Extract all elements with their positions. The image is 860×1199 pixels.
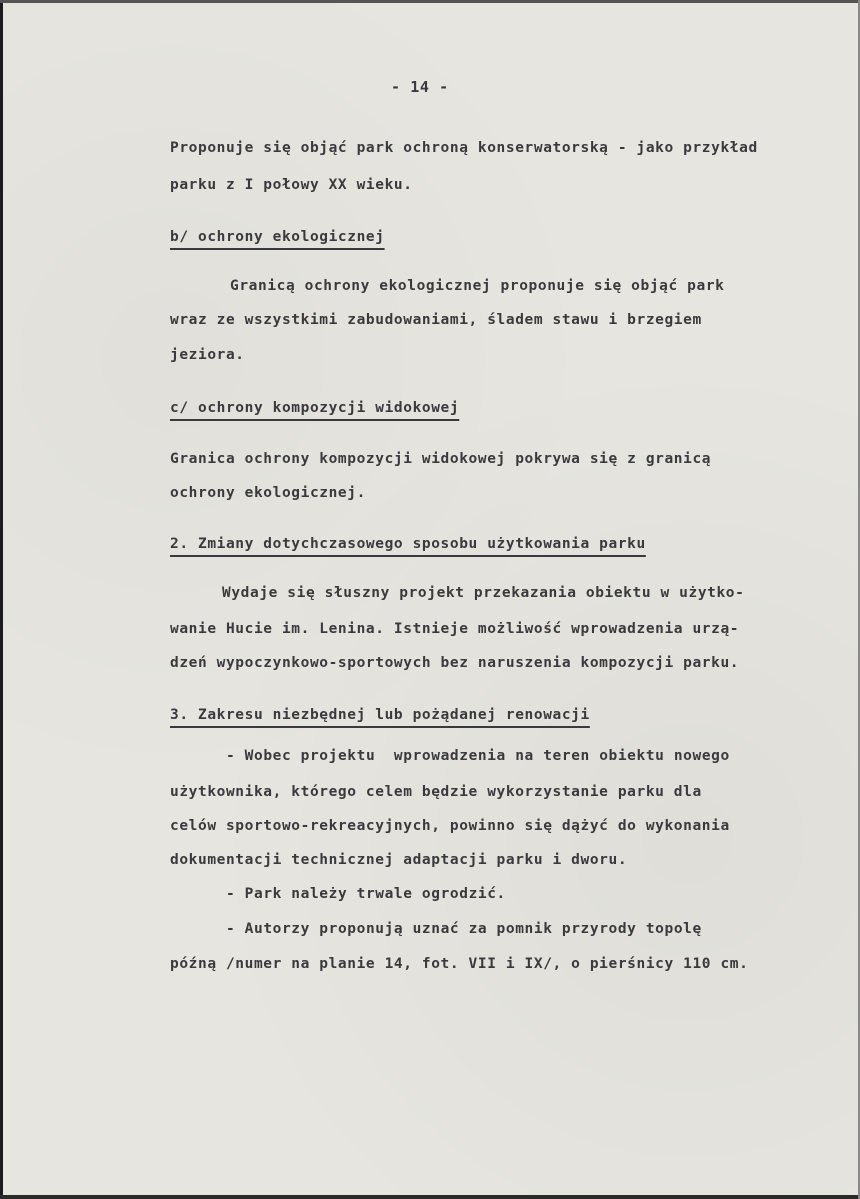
scan-border-bottom xyxy=(0,1195,860,1199)
page-number: - 14 - xyxy=(391,78,449,96)
paragraph-a-line-1: Proponuje się objąć park ochroną konserwatorską - jako przykład xyxy=(170,140,758,156)
paragraph-a-line-2: parku z I połowy XX wieku. xyxy=(170,177,413,193)
section-b-heading: b/ ochrony ekologicznej xyxy=(170,229,385,245)
section-3-line-7: późną /numer na planie 14, fot. VII i IX/, o pierśnicy 110 cm. xyxy=(170,956,749,972)
section-3-heading: 3. Zakresu niezbędnej lub pożądanej renowacji xyxy=(170,707,590,723)
section-2-line-3: dzeń wypoczynkowo-sportowych bez naruszenia kompozycji parku. xyxy=(170,655,740,671)
section-3-line-5: - Park należy trwale ogrodzić. xyxy=(226,886,506,902)
section-c-line-1: Granica ochrony kompozycji widokowej pokrywa się z granicą xyxy=(170,451,712,467)
section-b-line-2: wraz ze wszystkimi zabudowaniami, śladem stawu i brzegiem xyxy=(170,312,702,328)
scan-border-top xyxy=(0,0,860,3)
section-2-line-2: wanie Hucie im. Lenina. Istnieje możliwość wprowadzenia urzą- xyxy=(170,621,740,637)
section-2-heading: 2. Zmiany dotychczasowego sposobu użytkowania parku xyxy=(170,536,646,552)
section-3-line-2: użytkownika, którego celem będzie wykorzystanie parku dla xyxy=(170,784,702,800)
section-c-heading: c/ ochrony kompozycji widokowej xyxy=(170,400,460,416)
section-3-line-1: - Wobec projektu wprowadzenia na teren obiektu nowego xyxy=(226,748,730,764)
section-c-line-2: ochrony ekologicznej. xyxy=(170,485,366,501)
section-3-line-6: - Autorzy proponują uznać za pomnik przyrody topolę xyxy=(226,921,702,937)
section-b-line-1: Granicą ochrony ekologicznej proponuje się objąć park xyxy=(230,278,725,294)
section-b-line-3: jeziora. xyxy=(170,347,245,363)
section-2-line-1: Wydaje się słuszny projekt przekazania obiektu w użytko- xyxy=(222,585,745,601)
section-3-line-4: dokumentacji technicznej adaptacji parku i dworu. xyxy=(170,852,628,868)
scan-border-left xyxy=(0,0,3,1199)
section-3-line-3: celów sportowo-rekreacyjnych, powinno się dążyć do wykonania xyxy=(170,818,730,834)
